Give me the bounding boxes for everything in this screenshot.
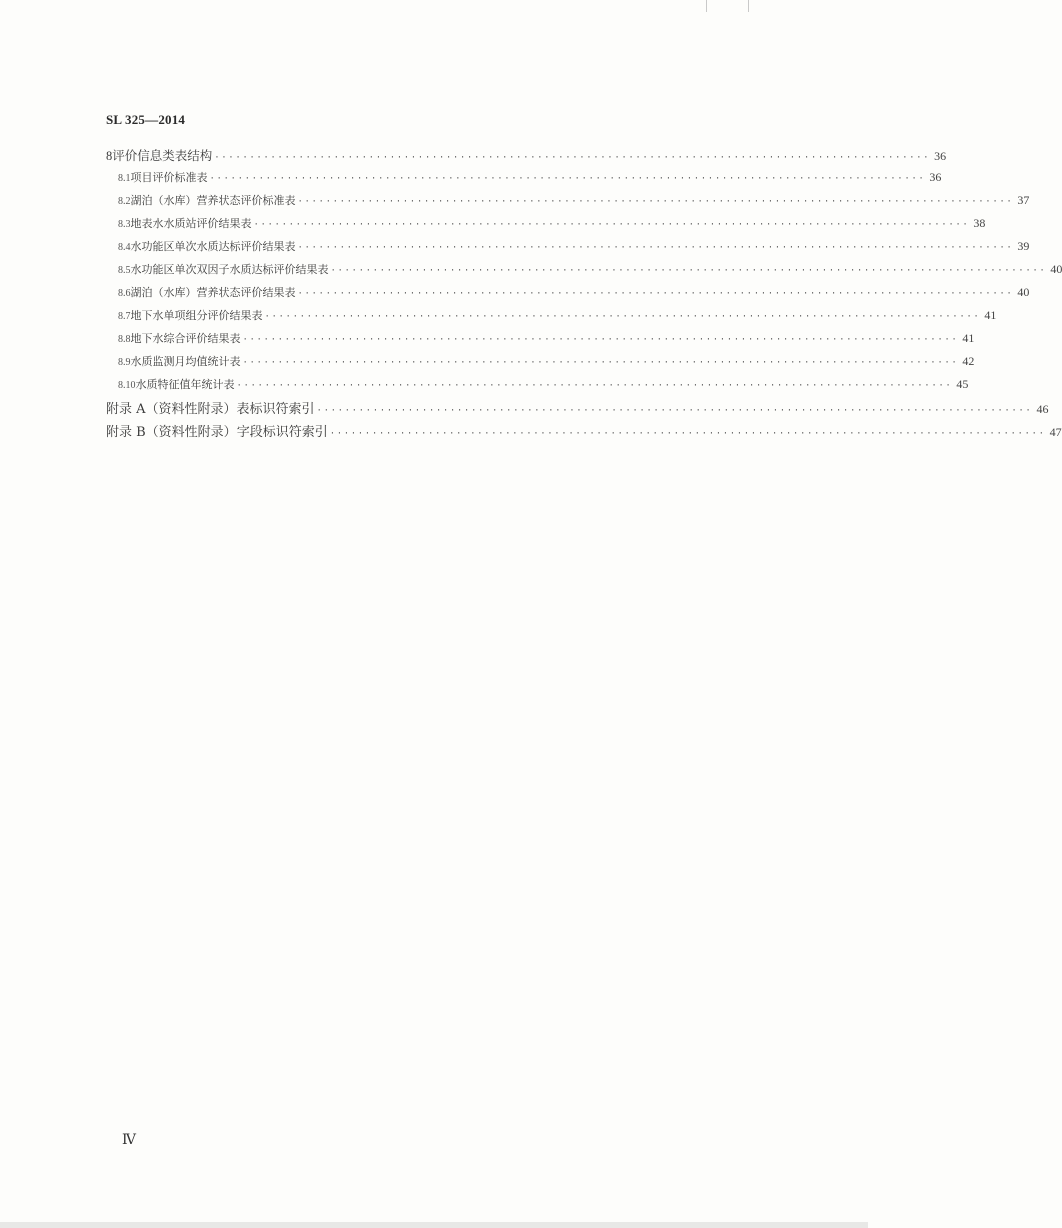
toc-entry-title: 评价信息类表结构 bbox=[112, 148, 213, 163]
toc-entry-8-4[interactable] bbox=[118, 238, 1030, 258]
toc-entry-8-3[interactable] bbox=[118, 215, 986, 235]
toc-entry-page: 39 bbox=[1017, 239, 1030, 253]
toc-entry-8-5[interactable] bbox=[118, 261, 1062, 281]
toc-entry-title: 地下水综合评价结果表 bbox=[130, 332, 241, 345]
toc-entry-page: 36 bbox=[929, 170, 942, 184]
toc-entry-title: 表标识符索引 bbox=[236, 402, 315, 417]
toc-entry-appendix-b[interactable] bbox=[106, 421, 1062, 441]
toc-entry-page: 40 bbox=[1050, 262, 1062, 276]
toc-entry-page: 45 bbox=[956, 377, 969, 391]
dot-leader: ······································································································ bbox=[316, 406, 1033, 416]
toc-entry-number: 8.7 bbox=[118, 311, 131, 322]
toc-entry-title: 地表水水质站评价结果表 bbox=[130, 217, 252, 230]
toc-entry-number: 8.5 bbox=[118, 265, 131, 276]
toc-entry-page: 42 bbox=[962, 354, 975, 368]
toc-entry-8-8[interactable] bbox=[118, 330, 975, 350]
toc-entry-appendix-a[interactable] bbox=[106, 398, 1049, 418]
toc-entry-page: 36 bbox=[934, 149, 947, 163]
scan-edge-mark bbox=[748, 0, 749, 12]
toc-entry-8-7[interactable] bbox=[118, 307, 997, 327]
dot-leader: ······································································································ bbox=[214, 153, 931, 163]
toc-entry-page: 41 bbox=[962, 331, 975, 345]
toc-entry-number: 8.3 bbox=[118, 219, 131, 230]
toc-entry-page: 38 bbox=[973, 216, 986, 230]
toc-entry-number: 附录 B（资料性附录） bbox=[106, 425, 237, 440]
toc-entry-8-1[interactable] bbox=[118, 169, 942, 189]
toc-entry-title: 水功能区单次水质达标评价结果表 bbox=[130, 240, 296, 253]
toc-entry-number: 8.10 bbox=[118, 380, 136, 391]
dot-leader: ······································································································ bbox=[329, 429, 1046, 439]
toc-entry-title: 字段标识符索引 bbox=[236, 425, 328, 440]
toc-entry-page: 41 bbox=[984, 308, 997, 322]
toc-entry-8-2[interactable] bbox=[118, 192, 1030, 212]
toc-entry-title: 水质监测月均值统计表 bbox=[130, 355, 241, 368]
toc-entry-title: 湖泊（水库）营养状态评价结果表 bbox=[130, 286, 296, 299]
toc-entry-title: 水功能区单次双因子水质达标评价结果表 bbox=[130, 263, 329, 276]
toc-entry-title: 地下水单项组分评价结果表 bbox=[130, 309, 263, 322]
dot-leader: ······································································································ bbox=[297, 243, 1014, 253]
toc-entry-8-6[interactable] bbox=[118, 284, 1030, 304]
scan-bottom-edge bbox=[0, 1222, 868, 1228]
toc-entry-page: 40 bbox=[1017, 285, 1030, 299]
toc-entry-title: 项目评价标准表 bbox=[130, 171, 208, 184]
toc-entry-title: 水质特征值年统计表 bbox=[135, 378, 235, 391]
toc-entry-number: 8.1 bbox=[118, 173, 131, 184]
toc-entry-number: 8.6 bbox=[118, 288, 131, 299]
toc-entry-number: 8.8 bbox=[118, 334, 131, 345]
document-code-header: SL 325—2014 bbox=[106, 112, 186, 127]
toc-entry-title: 湖泊（水库）营养状态评价标准表 bbox=[130, 194, 296, 207]
toc-entry-page: 47 bbox=[1049, 425, 1062, 439]
dot-leader: ······································································································ bbox=[297, 197, 1014, 207]
toc-entry-number: 8.4 bbox=[118, 242, 131, 253]
toc-entry-8-9[interactable] bbox=[118, 353, 975, 373]
toc-entry-number: 8.9 bbox=[118, 357, 131, 368]
toc-entry-page: 46 bbox=[1036, 402, 1049, 416]
toc-entry-8-10[interactable] bbox=[118, 376, 969, 396]
toc-entry-number: 8 bbox=[106, 149, 113, 163]
dot-leader: ······································································································ bbox=[209, 174, 926, 184]
dot-leader: ······································································································ bbox=[242, 335, 959, 345]
dot-leader: ······································································································ bbox=[264, 312, 981, 322]
dot-leader: ······································································································ bbox=[297, 289, 1014, 299]
scan-edge-mark bbox=[706, 0, 707, 12]
toc-entry-page: 37 bbox=[1017, 193, 1030, 207]
dot-leader: ······································································································ bbox=[242, 358, 959, 368]
dot-leader: ······································································································ bbox=[236, 381, 953, 391]
dot-leader: ······································································································ bbox=[330, 266, 1047, 276]
page-number-roman: Ⅳ bbox=[122, 1133, 136, 1148]
toc-entry-8[interactable] bbox=[106, 146, 947, 166]
toc-entry-number: 8.2 bbox=[118, 196, 131, 207]
dot-leader: ······································································································ bbox=[253, 220, 970, 230]
toc-entry-number: 附录 A（资料性附录） bbox=[106, 402, 237, 417]
